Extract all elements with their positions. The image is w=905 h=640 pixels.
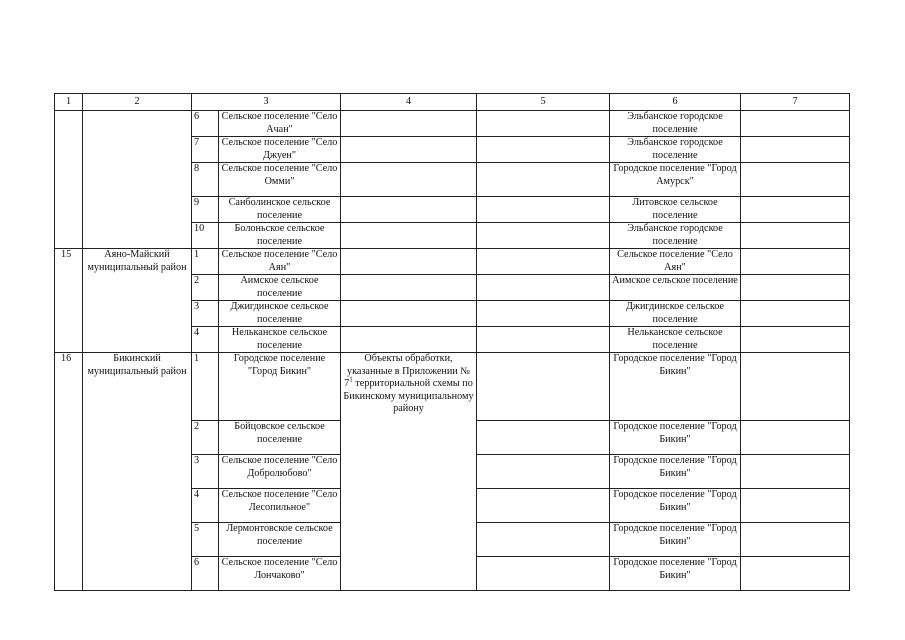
note-text-start: Объекты обработки, указанные в Приложении № 7	[344, 353, 470, 389]
empty-cell	[477, 523, 610, 557]
target-settlement: Городское поселение "Город Бикин"	[610, 557, 741, 591]
empty-cell	[741, 421, 850, 455]
target-settlement: Сельское поселение "Село Аян"	[610, 249, 741, 275]
row-number: 5	[192, 523, 219, 557]
target-settlement: Литовское сельское поселение	[610, 197, 741, 223]
settlement-name: Городское поселение "Город Бикин"	[219, 353, 341, 421]
table-row	[55, 111, 850, 137]
district-cell	[83, 111, 192, 249]
empty-cell	[741, 327, 850, 353]
district-name: Бикинский муниципальный район	[83, 353, 192, 591]
row-number: 3	[192, 455, 219, 489]
objects-cell	[341, 249, 477, 275]
empty-cell	[741, 249, 850, 275]
row-number: 9	[192, 197, 219, 223]
empty-cell	[477, 557, 610, 591]
table-row	[55, 249, 850, 275]
table-row	[55, 353, 850, 421]
target-settlement: Городское поселение "Город Бикин"	[610, 523, 741, 557]
settlement-name: Сельское поселение "Село Аян"	[219, 249, 341, 275]
header-cell: 1	[55, 94, 83, 111]
district-name: Аяно-Майский муниципальный район	[83, 249, 192, 353]
settlement-name: Болоньское сельское поселение	[219, 223, 341, 249]
objects-cell	[341, 223, 477, 249]
objects-cell	[341, 111, 477, 137]
empty-cell	[477, 197, 610, 223]
group-number: 16	[55, 353, 83, 591]
row-number: 6	[192, 111, 219, 137]
empty-cell	[477, 301, 610, 327]
empty-cell	[741, 223, 850, 249]
header-cell: 3	[192, 94, 341, 111]
empty-cell	[741, 163, 850, 197]
target-settlement: Городское поселение "Город Бикин"	[610, 421, 741, 455]
objects-cell	[341, 327, 477, 353]
row-number: 6	[192, 557, 219, 591]
processing-objects-note	[341, 353, 477, 591]
note-text-end: территориальной схемы по Бикинскому муниципальному району	[343, 378, 474, 414]
row-number: 8	[192, 163, 219, 197]
header-cell: 7	[741, 94, 850, 111]
empty-cell	[741, 111, 850, 137]
target-settlement: Эльбанское городское поселение	[610, 137, 741, 163]
target-settlement: Эльбанское городское поселение	[610, 223, 741, 249]
empty-cell	[477, 249, 610, 275]
empty-cell	[741, 353, 850, 421]
target-settlement: Городское поселение "Город Бикин"	[610, 455, 741, 489]
settlement-name: Сельское поселение "Село Лесопильное"	[219, 489, 341, 523]
group-number-cell	[55, 111, 83, 249]
empty-cell	[741, 455, 850, 489]
row-number: 2	[192, 421, 219, 455]
objects-cell	[341, 163, 477, 197]
target-settlement: Джигдинское сельское поселение	[610, 301, 741, 327]
settlement-name: Сельское поселение "Село Лончаково"	[219, 557, 341, 591]
objects-cell	[341, 275, 477, 301]
settlement-name: Санболинское сельское поселение	[219, 197, 341, 223]
empty-cell	[741, 523, 850, 557]
empty-cell	[741, 557, 850, 591]
empty-cell	[477, 137, 610, 163]
settlement-name: Сельское поселение "Село Омми"	[219, 163, 341, 197]
objects-cell	[341, 197, 477, 223]
note-superscript: 1	[349, 375, 353, 384]
empty-cell	[741, 489, 850, 523]
settlement-name: Сельское поселение "Село Джуен"	[219, 137, 341, 163]
target-settlement: Эльбанское городское поселение	[610, 111, 741, 137]
target-settlement: Городское поселение "Город Бикин"	[610, 489, 741, 523]
header-cell: 6	[610, 94, 741, 111]
empty-cell	[477, 275, 610, 301]
row-number: 1	[192, 249, 219, 275]
settlement-name: Джигдинское сельское поселение	[219, 301, 341, 327]
settlement-name: Аимское сельское поселение	[219, 275, 341, 301]
header-row	[55, 94, 850, 111]
empty-cell	[477, 223, 610, 249]
empty-cell	[741, 275, 850, 301]
target-settlement: Городское поселение "Город Амурск"	[610, 163, 741, 197]
municipal-table	[54, 93, 850, 591]
objects-cell	[341, 301, 477, 327]
settlement-name: Сельское поселение "Село Ачан"	[219, 111, 341, 137]
header-cell: 5	[477, 94, 610, 111]
settlement-name: Бойцовское сельское поселение	[219, 421, 341, 455]
empty-cell	[741, 301, 850, 327]
empty-cell	[477, 111, 610, 137]
row-number: 2	[192, 275, 219, 301]
empty-cell	[741, 137, 850, 163]
row-number: 10	[192, 223, 219, 249]
target-settlement: Городское поселение "Город Бикин"	[610, 353, 741, 421]
empty-cell	[477, 455, 610, 489]
settlement-name: Сельское поселение "Село Добролюбово"	[219, 455, 341, 489]
target-settlement: Аимское сельское поселение	[610, 275, 741, 301]
row-number: 3	[192, 301, 219, 327]
empty-cell	[477, 421, 610, 455]
row-number: 7	[192, 137, 219, 163]
empty-cell	[477, 489, 610, 523]
settlement-name: Нельканское сельское поселение	[219, 327, 341, 353]
target-settlement: Нельканское сельское поселение	[610, 327, 741, 353]
row-number: 4	[192, 327, 219, 353]
row-number: 4	[192, 489, 219, 523]
empty-cell	[477, 163, 610, 197]
objects-cell	[341, 137, 477, 163]
header-cell: 4	[341, 94, 477, 111]
empty-cell	[477, 327, 610, 353]
settlement-name: Лермонтовское сельское поселение	[219, 523, 341, 557]
empty-cell	[477, 353, 610, 421]
header-cell: 2	[83, 94, 192, 111]
empty-cell	[741, 197, 850, 223]
row-number: 1	[192, 353, 219, 421]
group-number: 15	[55, 249, 83, 353]
